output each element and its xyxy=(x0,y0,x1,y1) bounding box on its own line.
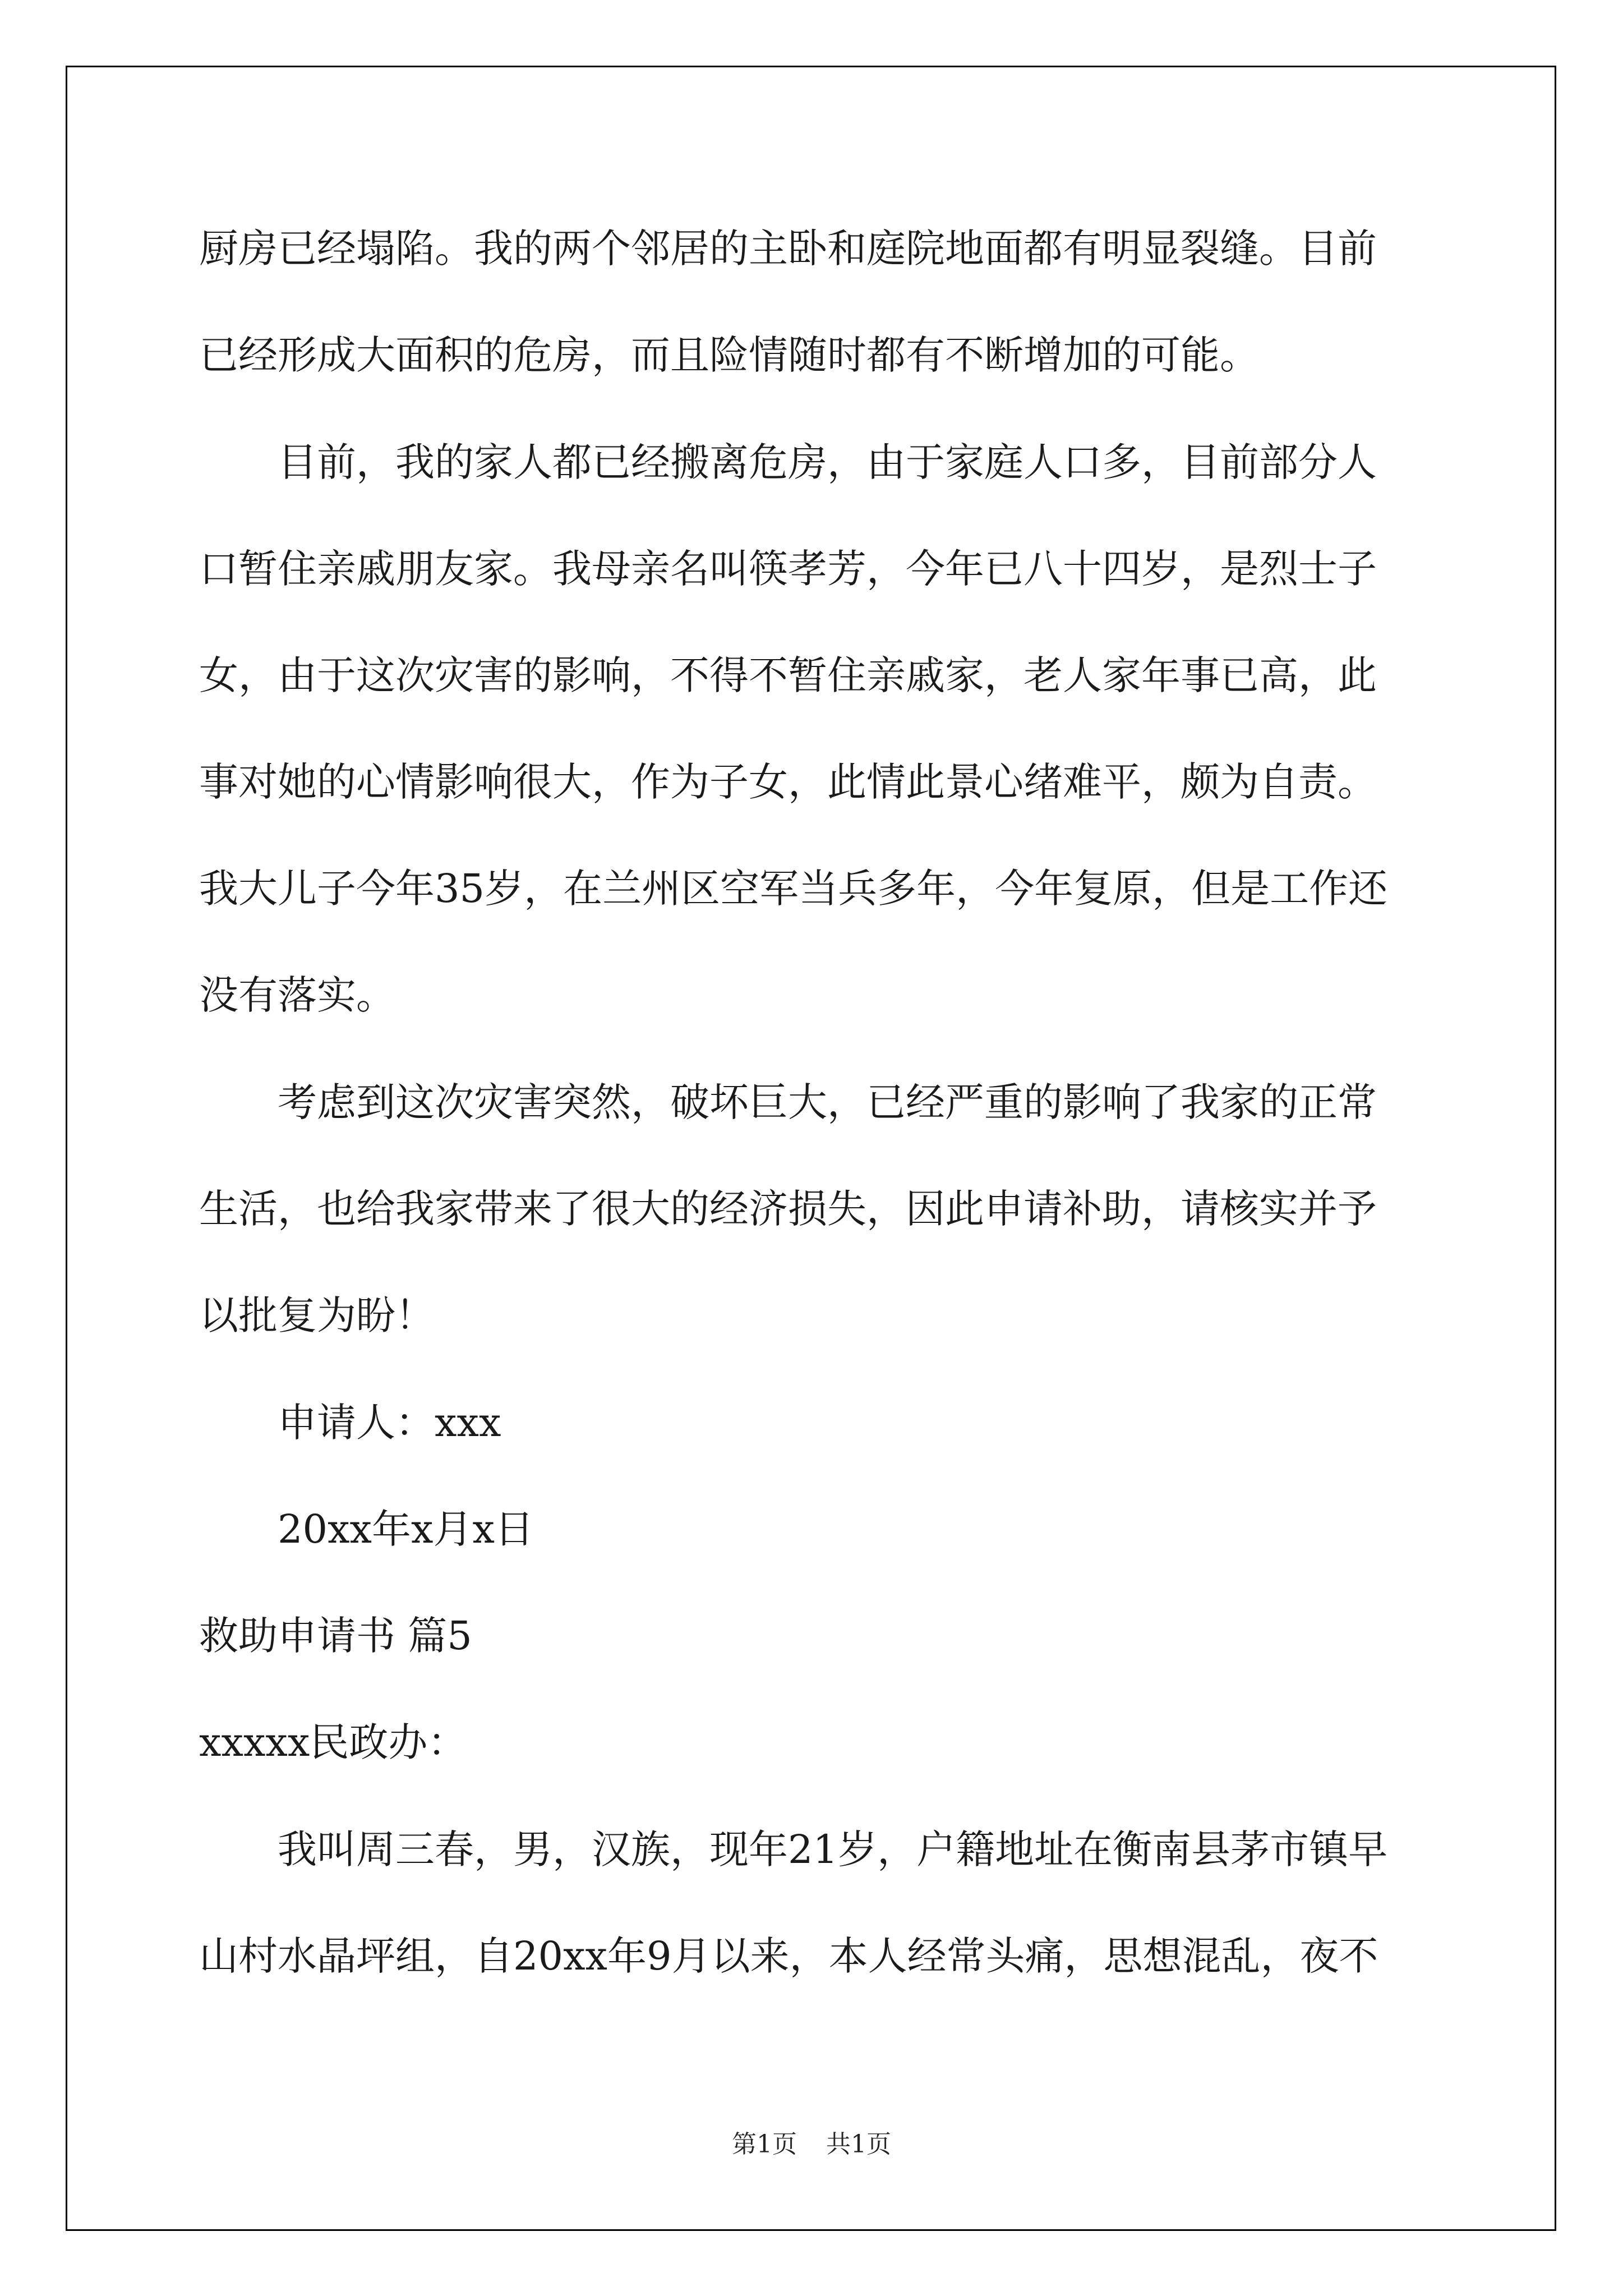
section-heading: 救助申请书 篇5 xyxy=(199,1613,472,1659)
body-line: 已经形成大面积的危房，而且险情随时都有不断增加的可能。 xyxy=(199,332,1259,378)
body-line: 我大儿子今年35岁，在兰州区空军当兵多年，今年复原，但是工作还 xyxy=(199,866,1388,912)
paragraph-first-line: 考虑到这次灾害突然，破坏巨大，已经严重的影响了我家的正常 xyxy=(278,1079,1377,1125)
body-line: 没有落实。 xyxy=(199,972,395,1018)
applicant-signature: 申请人：xxx xyxy=(278,1400,501,1446)
body-line: 山村水晶坪组，自20xx年9月以来，本人经常头痛，思想混乱，夜不 xyxy=(199,1933,1378,1979)
body-line: 事对她的心情影响很大，作为子女，此情此景心绪难平，颇为自责。 xyxy=(199,759,1377,805)
body-line: 生活，也给我家带来了很大的经济损失，因此申请补助，请核实并予 xyxy=(199,1186,1377,1232)
application-date: 20xx年x月x日 xyxy=(278,1506,534,1552)
salutation: xxxxx民政办： xyxy=(199,1719,467,1765)
page-number: 第1页 xyxy=(732,2130,797,2159)
page-total: 共1页 xyxy=(826,2130,891,2159)
document-body xyxy=(199,222,1424,1983)
body-line: 女，由于这次灾害的影响，不得不暂住亲戚家，老人家年事已高，此 xyxy=(199,652,1377,698)
body-line: 口暂住亲戚朋友家。我母亲名叫筷孝芳，今年已八十四岁，是烈士子 xyxy=(199,546,1377,592)
page-footer xyxy=(0,2129,1623,2160)
body-line: 厨房已经塌陷。我的两个邻居的主卧和庭院地面都有明显裂缝。目前 xyxy=(199,226,1377,272)
paragraph-first-line: 目前，我的家人都已经搬离危房，由于家庭人口多，目前部分人 xyxy=(278,439,1377,485)
body-line: 以批复为盼！ xyxy=(199,1292,435,1338)
paragraph-first-line: 我叫周三春，男，汉族，现年21岁，户籍地址在衡南县茅市镇早 xyxy=(278,1826,1388,1872)
